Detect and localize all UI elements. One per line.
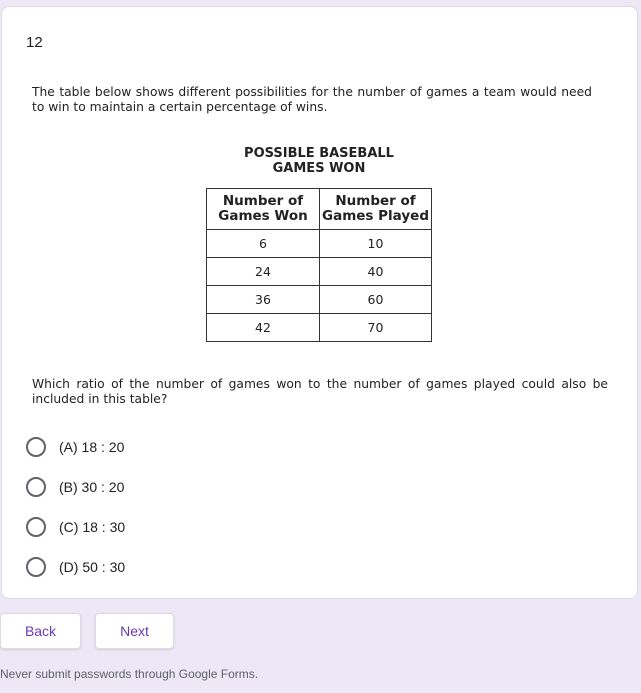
option-b-label[interactable]: (B) 30 : 20	[59, 479, 125, 495]
answer-options	[26, 427, 125, 587]
option-c[interactable]	[26, 507, 125, 547]
header-games-played-line-1: Number of	[335, 193, 416, 209]
radio-button-d[interactable]	[26, 557, 46, 577]
question-number: 12	[26, 34, 43, 51]
table-title-line-1: POSSIBLE BASEBALL	[244, 146, 394, 161]
cell-games-won: 6	[207, 230, 320, 258]
cell-games-played: 40	[320, 258, 432, 286]
table-row	[207, 258, 432, 286]
table-title-line-2: GAMES WON	[272, 161, 366, 176]
table-row	[207, 286, 432, 314]
table-header-row	[207, 189, 432, 230]
cell-games-played: 60	[320, 286, 432, 314]
option-c-label[interactable]: (C) 18 : 30	[59, 519, 126, 535]
option-d-label[interactable]: (D) 50 : 30	[59, 559, 126, 575]
table-title	[206, 146, 432, 176]
question-card	[1, 6, 638, 599]
header-games-won-line-1: Number of	[222, 193, 304, 209]
radio-button-a[interactable]	[26, 437, 46, 457]
cell-games-won: 24	[207, 258, 320, 286]
back-button[interactable]: Back	[0, 613, 81, 649]
header-games-won-line-2: Games Won	[218, 208, 308, 224]
cell-games-won: 36	[207, 286, 320, 314]
games-table	[206, 188, 432, 342]
option-a-label[interactable]: (A) 18 : 20	[59, 439, 125, 455]
question-intro-text: The table below shows different possibilities for the number of games a team would need to win to maintain a certain percentage of wins.	[32, 85, 592, 114]
header-games-played	[320, 189, 432, 230]
question-prompt: Which ratio of the number of games won to the number of games played could also be included in this table?	[32, 377, 608, 406]
cell-games-played: 10	[320, 230, 432, 258]
cell-games-played: 70	[320, 314, 432, 342]
header-games-played-line-2: Games Played	[322, 208, 429, 224]
next-button[interactable]: Next	[95, 613, 174, 649]
radio-button-b[interactable]	[26, 477, 46, 497]
option-a[interactable]	[26, 427, 125, 467]
table-row	[207, 230, 432, 258]
option-b[interactable]	[26, 467, 125, 507]
table-row	[207, 314, 432, 342]
radio-button-c[interactable]	[26, 517, 46, 537]
header-games-won	[207, 189, 320, 230]
cell-games-won: 42	[207, 314, 320, 342]
password-warning: Never submit passwords through Google Forms.	[0, 667, 259, 681]
option-d[interactable]	[26, 547, 125, 587]
question-image	[30, 85, 612, 415]
